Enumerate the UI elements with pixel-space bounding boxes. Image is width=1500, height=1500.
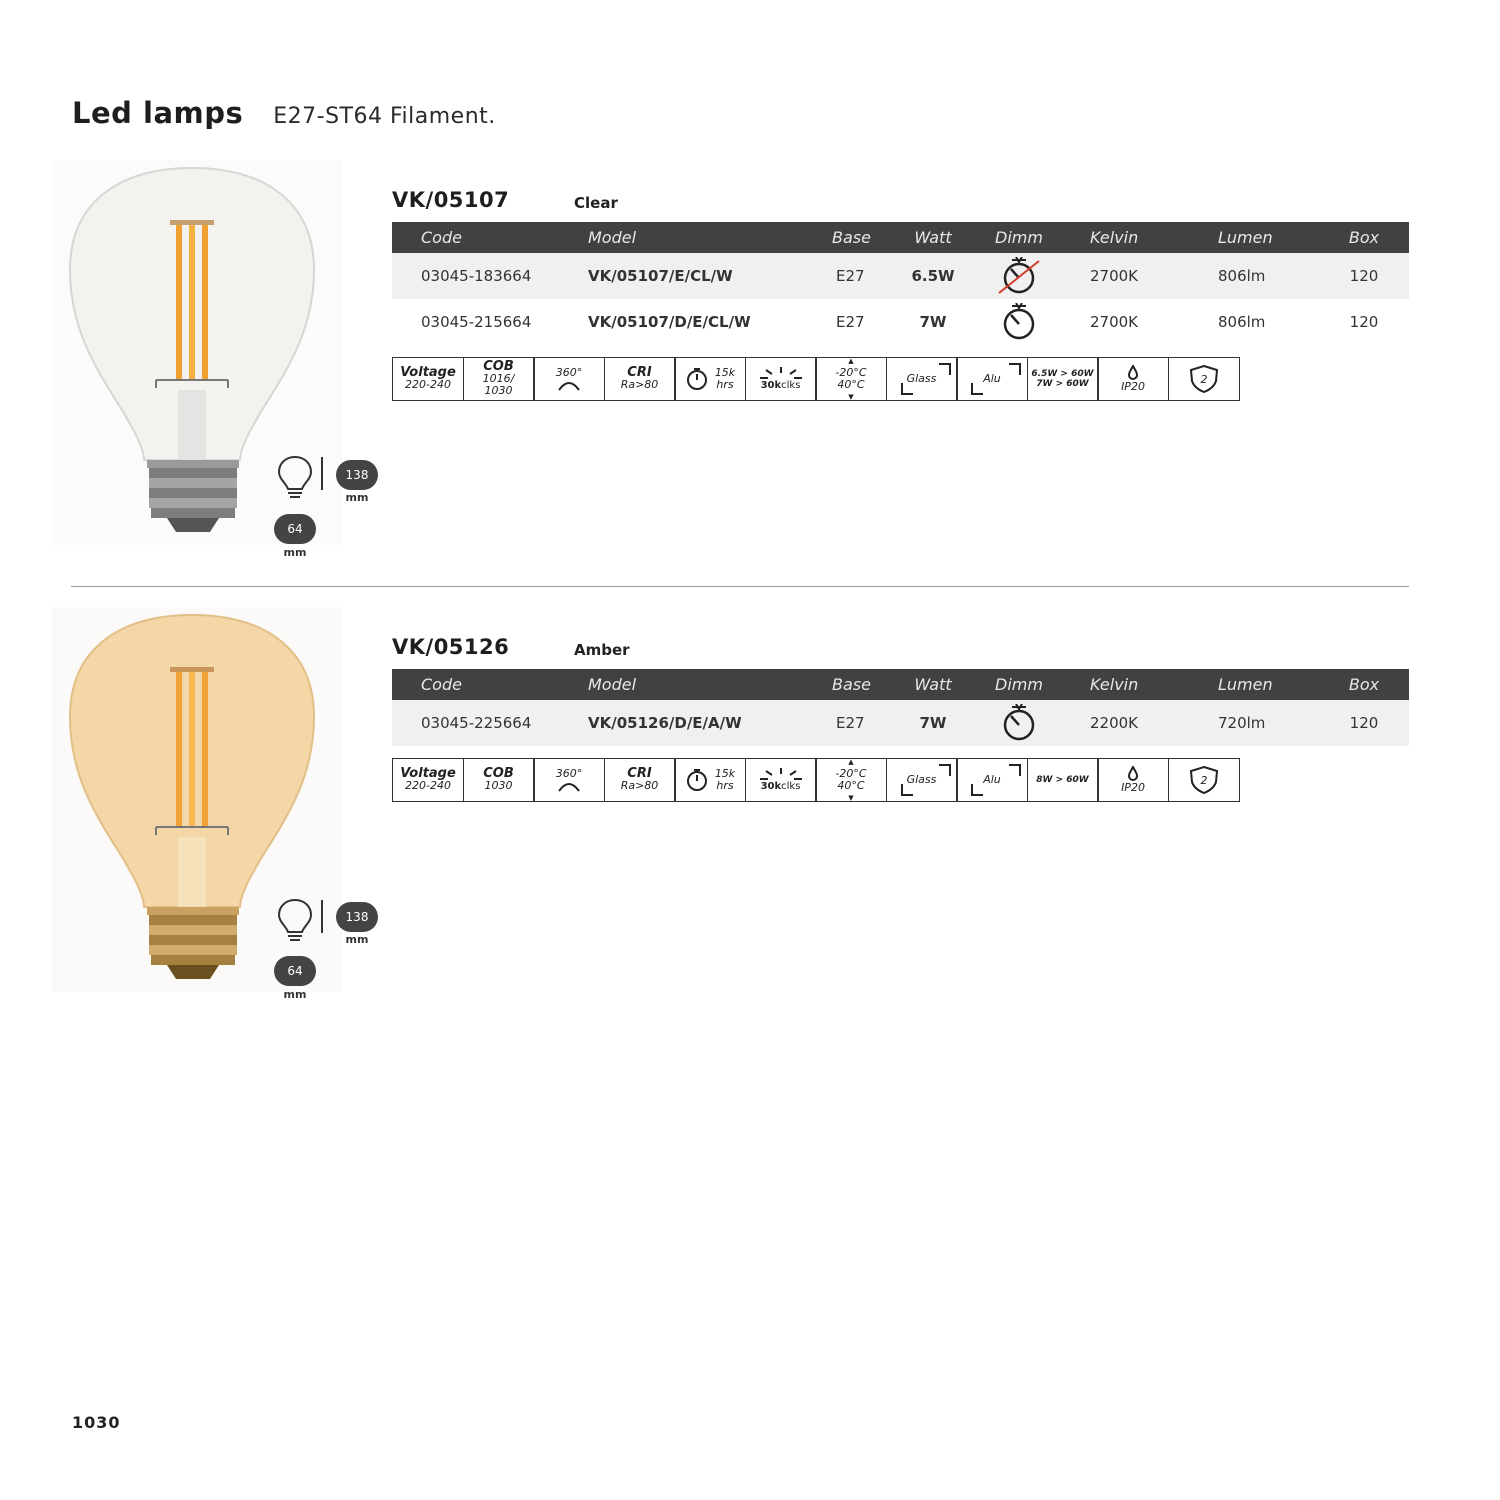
- corner-icon: [939, 363, 951, 375]
- switch-unit: clks: [781, 380, 801, 391]
- col-model: Model: [588, 675, 637, 694]
- flash-icon: [756, 767, 806, 781]
- cri-value: Ra>80: [620, 378, 659, 391]
- col-model: Model: [588, 228, 637, 247]
- col-code: Code: [421, 675, 462, 694]
- cell-code: 03045-225664: [421, 714, 532, 732]
- feature-switch-cycles: [745, 357, 817, 401]
- table-header: [392, 669, 1409, 700]
- cell-dimm: [992, 299, 1046, 345]
- cob-label: COB: [483, 766, 514, 781]
- flash-icon: [756, 366, 806, 380]
- feature-angle: [533, 357, 605, 401]
- cell-box: 120: [1349, 714, 1379, 732]
- stopwatch-icon: [685, 768, 709, 792]
- corner-icon: [1009, 764, 1021, 776]
- cob-line2: 1030: [484, 384, 513, 397]
- corner-icon: [939, 764, 951, 776]
- temp-high: 40°C: [837, 779, 865, 792]
- cell-dimm: [992, 700, 1046, 746]
- col-watt: Watt: [914, 228, 952, 247]
- feature-cob: [463, 357, 535, 401]
- cell-base: E27: [836, 714, 865, 732]
- life-unit: hrs: [716, 779, 734, 792]
- feature-cri: [604, 758, 676, 802]
- feature-alu: [956, 357, 1028, 401]
- ip-value: IP20: [1121, 380, 1145, 393]
- col-lumen: Lumen: [1218, 675, 1273, 694]
- feature-strip: [392, 357, 1238, 401]
- feature-alu: [956, 758, 1028, 802]
- cell-lumen: 806lm: [1218, 267, 1266, 285]
- angle-value: 360°: [555, 767, 583, 780]
- feature-glass: [886, 357, 958, 401]
- cell-box: 120: [1349, 267, 1379, 285]
- voltage-label: Voltage: [400, 766, 456, 781]
- model-title: VK/05107: [392, 188, 510, 212]
- feature-ip: [1097, 758, 1169, 802]
- page-number: 1030: [72, 1413, 121, 1432]
- warranty-years: 2: [1200, 373, 1207, 386]
- col-watt: Watt: [914, 675, 952, 694]
- col-box: Box: [1348, 228, 1380, 247]
- cri-value: Ra>80: [620, 779, 659, 792]
- switch-cycles: 30k: [760, 380, 782, 391]
- width-badge: 64: [274, 956, 316, 986]
- arrow-up-icon: ▲: [848, 758, 854, 766]
- switch-cycles: 30k: [760, 781, 782, 792]
- feature-lifetime: [674, 357, 746, 401]
- cell-watt: 7W: [919, 714, 947, 732]
- feature-cob: [463, 758, 535, 802]
- beam-angle-icon: [554, 379, 584, 391]
- page-title: Led lamps: [72, 96, 244, 130]
- equiv-line1: 6.5W > 60W: [1031, 369, 1094, 379]
- cell-watt: 6.5W: [911, 267, 955, 285]
- corner-icon: [901, 383, 913, 395]
- bulb-outline-icon: [276, 897, 326, 943]
- cob-line1: 1016/: [482, 372, 515, 385]
- voltage-value: 220-240: [405, 378, 451, 391]
- feature-lifetime: [674, 758, 746, 802]
- height-badge: 138: [336, 902, 378, 932]
- feature-switch-cycles: [745, 758, 817, 802]
- temp-low: -20°C: [835, 767, 867, 780]
- col-box: Box: [1348, 675, 1380, 694]
- stopwatch-icon: [685, 367, 709, 391]
- cell-kelvin: 2200K: [1090, 714, 1139, 732]
- water-drop-icon: [1125, 766, 1141, 782]
- model-variant: Amber: [574, 641, 630, 659]
- model-variant: Clear: [574, 194, 618, 212]
- cell-lumen: 806lm: [1218, 313, 1266, 331]
- col-dimm: Dimm: [995, 675, 1043, 694]
- arrow-up-icon: ▲: [848, 357, 854, 365]
- cell-kelvin: 2700K: [1090, 313, 1139, 331]
- equiv-line1: 8W > 60W: [1036, 775, 1089, 785]
- cell-box: 120: [1349, 313, 1379, 331]
- feature-ip: [1097, 357, 1169, 401]
- cell-base: E27: [836, 313, 865, 331]
- feature-voltage: [392, 357, 464, 401]
- temp-low: -20°C: [835, 366, 867, 379]
- height-unit: mm: [345, 933, 369, 946]
- height-unit: mm: [345, 491, 369, 504]
- col-base: Base: [832, 228, 871, 247]
- table-row: [392, 299, 1409, 345]
- corner-icon: [1009, 363, 1021, 375]
- life-value: 15k: [714, 366, 736, 379]
- cell-model: VK/05107/E/CL/W: [588, 267, 733, 285]
- dimmable-icon: [997, 704, 1041, 742]
- cri-label: CRI: [627, 766, 652, 781]
- switch-unit: clks: [781, 781, 801, 792]
- col-kelvin: Kelvin: [1090, 228, 1139, 247]
- spec-table: [392, 669, 1409, 746]
- cell-model: VK/05107/D/E/CL/W: [588, 313, 751, 331]
- life-value: 15k: [714, 767, 736, 780]
- feature-warranty: [1168, 357, 1240, 401]
- table-row: [392, 700, 1409, 746]
- cell-base: E27: [836, 267, 865, 285]
- feature-voltage: [392, 758, 464, 802]
- warranty-shield-icon: [1188, 364, 1220, 394]
- col-kelvin: Kelvin: [1090, 675, 1139, 694]
- temp-high: 40°C: [837, 378, 865, 391]
- table-header: [392, 222, 1409, 253]
- feature-temperature: [815, 758, 887, 802]
- section-divider: [71, 586, 1409, 587]
- alu-label: Alu: [983, 773, 1001, 786]
- cell-code: 03045-183664: [421, 267, 532, 285]
- equiv-line2: 7W > 60W: [1036, 379, 1089, 389]
- angle-value: 360°: [555, 366, 583, 379]
- cell-code: 03045-215664: [421, 313, 532, 331]
- glass-label: Glass: [906, 372, 937, 385]
- cell-lumen: 720lm: [1218, 714, 1266, 732]
- height-badge: 138: [336, 460, 378, 490]
- cell-dimm: [992, 253, 1046, 299]
- feature-equivalent: [1027, 357, 1099, 401]
- beam-angle-icon: [554, 780, 584, 792]
- width-unit: mm: [283, 546, 307, 559]
- spec-table: [392, 222, 1409, 345]
- cell-watt: 7W: [919, 313, 947, 331]
- voltage-label: Voltage: [400, 365, 456, 380]
- width-unit: mm: [283, 988, 307, 1001]
- feature-cri: [604, 357, 676, 401]
- warranty-shield-icon: [1188, 765, 1220, 795]
- life-unit: hrs: [716, 378, 734, 391]
- dimmable-icon: [997, 303, 1041, 341]
- table-row: [392, 253, 1409, 299]
- feature-equivalent: [1027, 758, 1099, 802]
- model-title: VK/05126: [392, 635, 510, 659]
- glass-label: Glass: [906, 773, 937, 786]
- feature-glass: [886, 758, 958, 802]
- voltage-value: 220-240: [405, 779, 451, 792]
- corner-icon: [901, 784, 913, 796]
- arrow-down-icon: ▼: [848, 393, 854, 401]
- col-base: Base: [832, 675, 871, 694]
- cell-model: VK/05126/D/E/A/W: [588, 714, 742, 732]
- feature-angle: [533, 758, 605, 802]
- width-badge: 64: [274, 514, 316, 544]
- page-header: [72, 96, 496, 130]
- not-dimmable-icon: [997, 257, 1041, 295]
- col-code: Code: [421, 228, 462, 247]
- col-lumen: Lumen: [1218, 228, 1273, 247]
- feature-temperature: [815, 357, 887, 401]
- corner-icon: [971, 784, 983, 796]
- cri-label: CRI: [627, 365, 652, 380]
- cob-label: COB: [483, 359, 514, 374]
- water-drop-icon: [1125, 365, 1141, 381]
- corner-icon: [971, 383, 983, 395]
- alu-label: Alu: [983, 372, 1001, 385]
- ip-value: IP20: [1121, 781, 1145, 794]
- arrow-down-icon: ▼: [848, 794, 854, 802]
- page-subtitle: E27-ST64 Filament.: [273, 104, 496, 129]
- col-dimm: Dimm: [995, 228, 1043, 247]
- bulb-outline-icon: [276, 454, 326, 500]
- feature-warranty: [1168, 758, 1240, 802]
- warranty-years: 2: [1200, 774, 1207, 787]
- cell-kelvin: 2700K: [1090, 267, 1139, 285]
- feature-strip: [392, 758, 1238, 802]
- cob-line1: 1030: [484, 779, 513, 792]
